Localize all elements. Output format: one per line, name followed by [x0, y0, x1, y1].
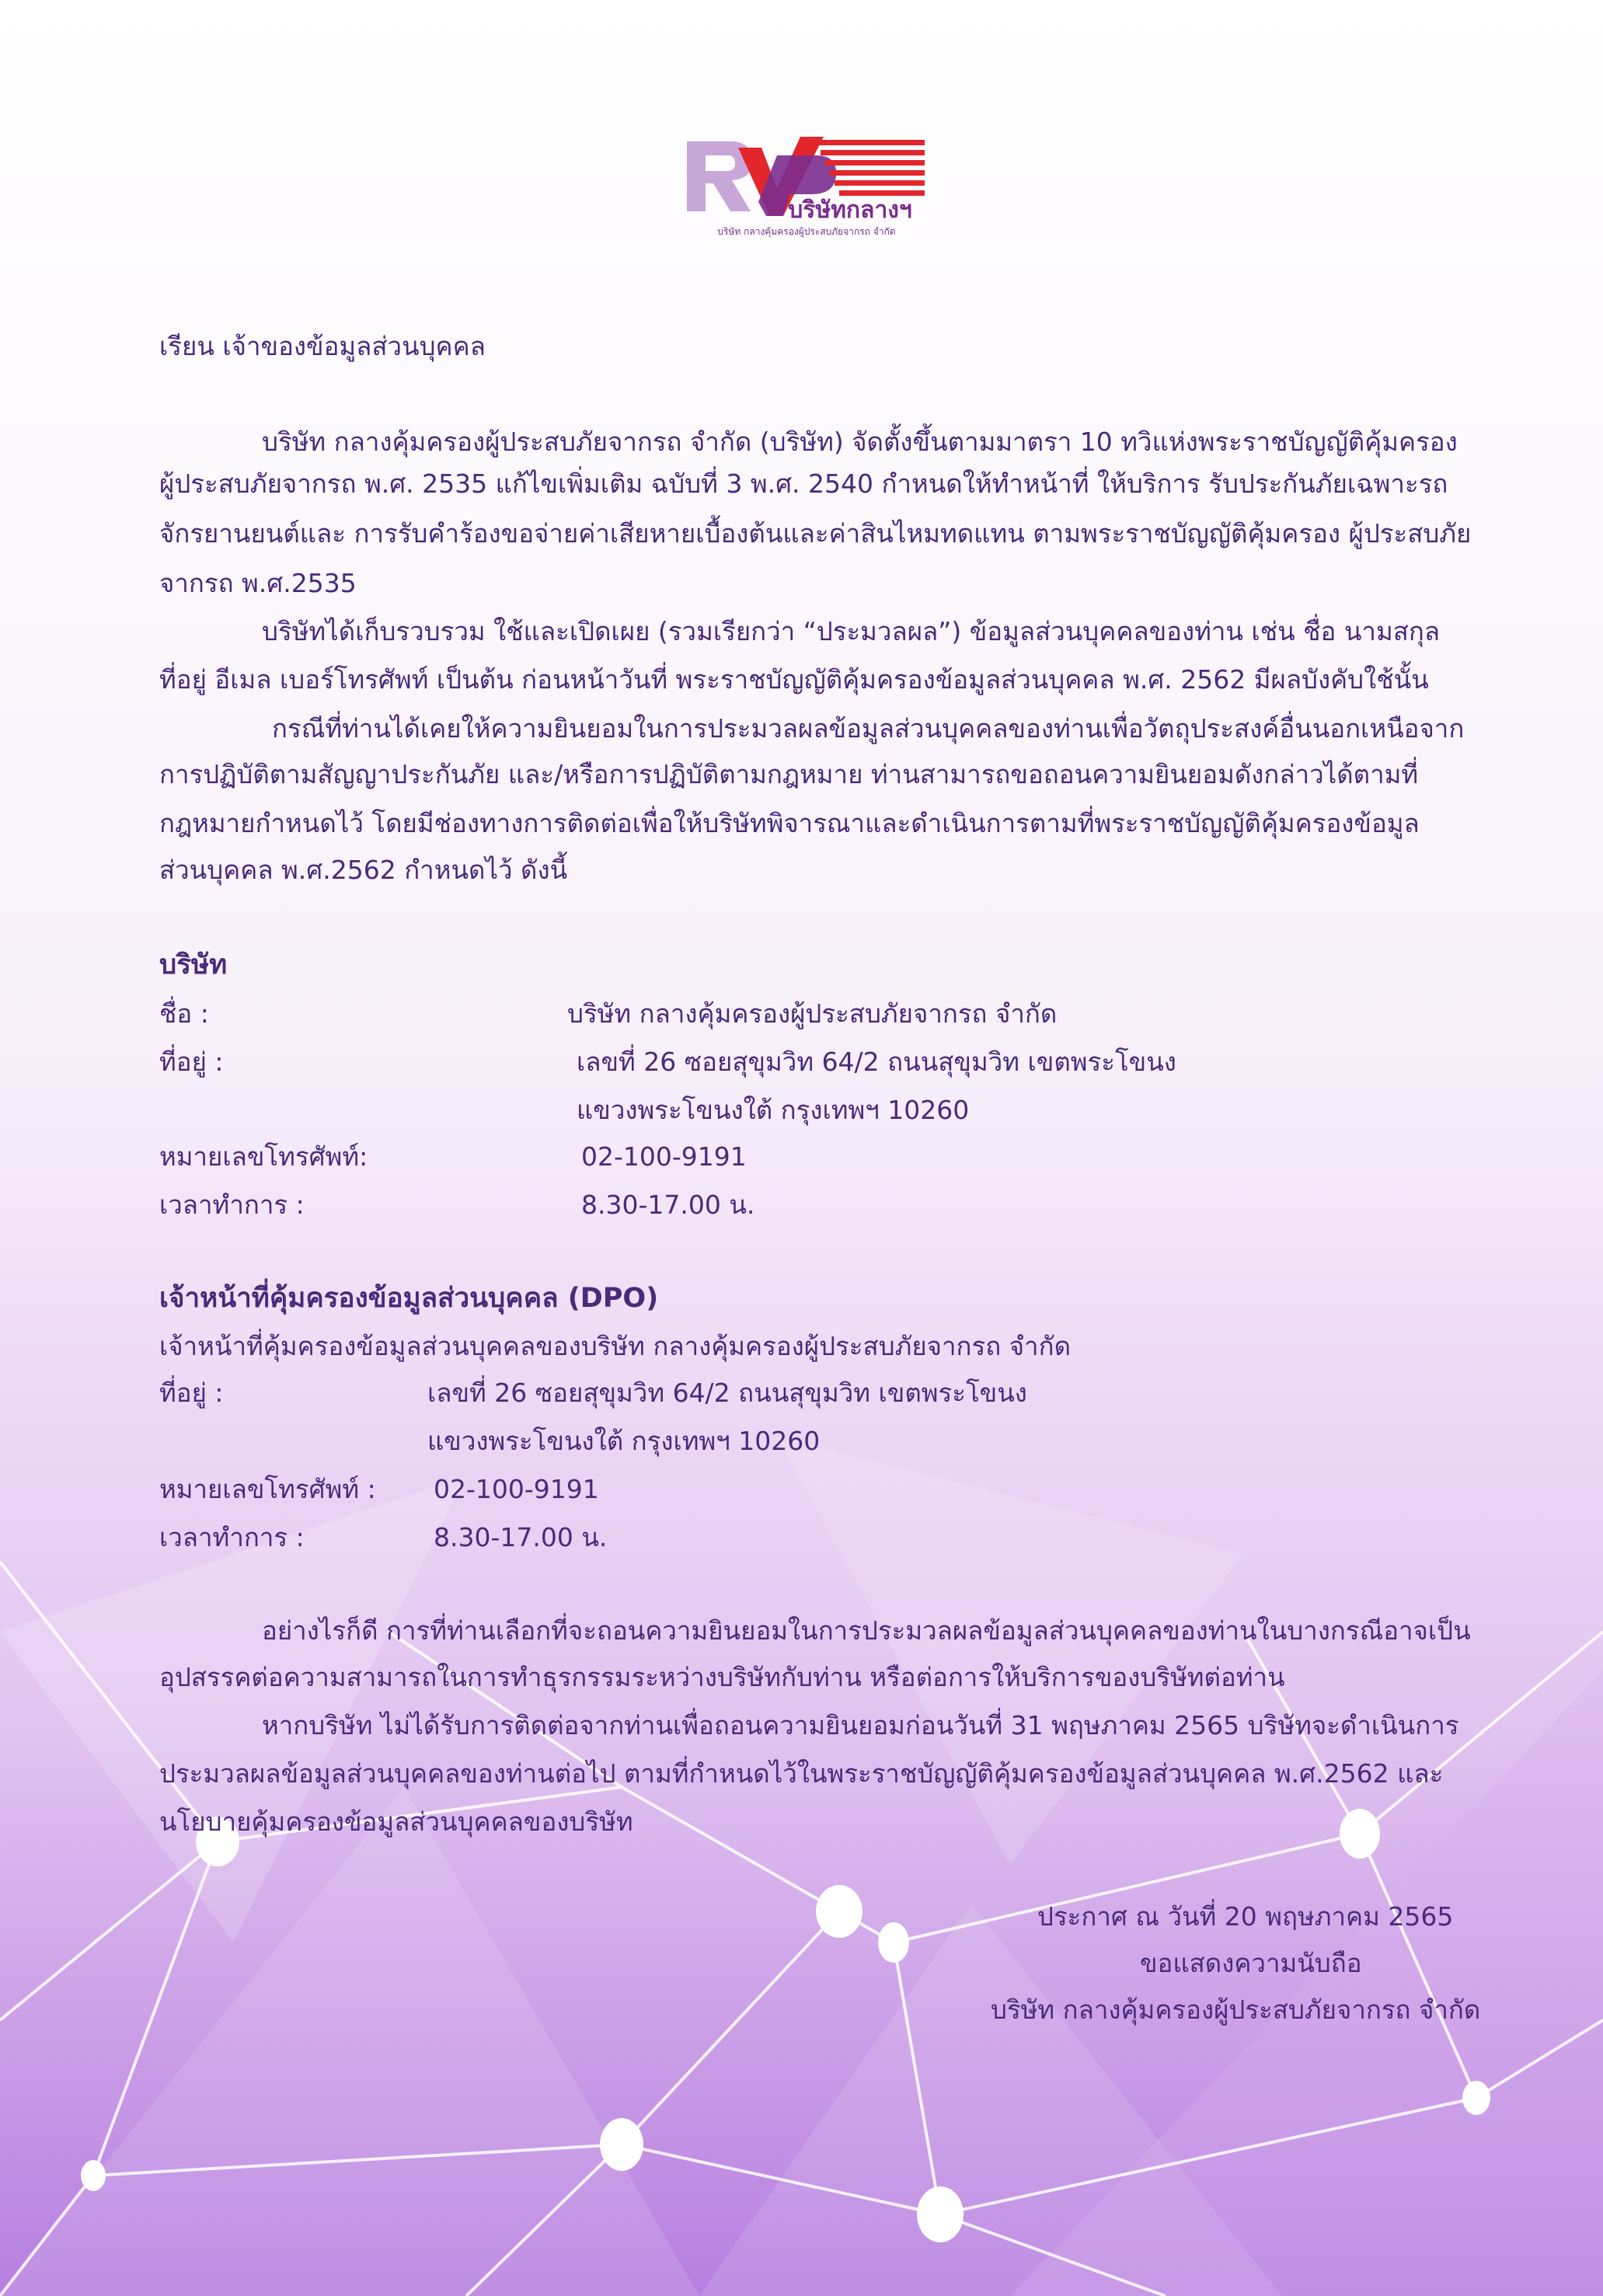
company-address-label: ที่อยู่ :: [159, 1047, 224, 1077]
closing-p2-line3: นโยบายคุ้มครองข้อมูลส่วนบุคคลของบริษัท: [159, 1806, 633, 1837]
company-name-value: บริษัท กลางคุ้มครองผู้ประสบภัยจากรถ จำกัด: [567, 998, 1058, 1029]
dpo-address-line2: แขวงพระโขนงใต้ กรุงเทพฯ 10260: [427, 1426, 821, 1456]
closing-p1-line2: อุปสรรคต่อความสามารถในการทำธุรกรรมระหว่างบริษัทกับท่าน หรือต่อการให้บริการของบริษัทต่อท่าน: [159, 1662, 1285, 1692]
company-heading: บริษัท: [159, 949, 228, 981]
company-logo: [684, 124, 932, 241]
dpo-phone-value: 02-100-9191: [434, 1474, 599, 1504]
intro-p1-line3: จักรยานยนต์และ การรับคำร้องขอจ่ายค่าเสียหายเบื้องต้นและค่าสินไหมทดแทน ตามพระราชบัญญัติคุ้มครอง ผู้ประสบภัย: [159, 518, 1472, 549]
logo-brand-text: บริษัทกลางฯ: [788, 197, 912, 224]
intro-p2-line1: บริษัทได้เก็บรวบรวม ใช้และเปิดเผย (รวมเรียกว่า “ประมวลผล”) ข้อมูลส่วนบุคคลของท่าน เช่น ชื่อ นามสกุล: [262, 616, 1441, 646]
dpo-address-label: ที่อยู่ :: [159, 1378, 224, 1408]
dpo-phone-label: หมายเลขโทรศัพท์ :: [159, 1474, 376, 1504]
salutation: เรียน เจ้าของข้อมูลส่วนบุคคล: [159, 331, 486, 361]
dpo-address-line1: เลขที่ 26 ซอยสุขุมวิท 64/2 ถนนสุขุมวิท เขตพระโขนง: [427, 1378, 1027, 1408]
signature-date: ประกาศ ณ วันที่ 20 พฤษภาคม 2565: [1037, 1901, 1454, 1932]
company-name-label: ชื่อ :: [159, 998, 209, 1029]
company-address-line2: แขวงพระโขนงใต้ กรุงเทพฯ 10260: [577, 1095, 970, 1125]
company-address-line1: เลขที่ 26 ซอยสุขุมวิท 64/2 ถนนสุขุมวิท เขตพระโขนง: [577, 1047, 1176, 1077]
signature-regards: ขอแสดงความนับถือ: [1140, 1948, 1362, 1978]
closing-p1-line1: อย่างไรก็ดี การที่ท่านเลือกที่จะถอนความยินยอมในการประมวลผลข้อมูลส่วนบุคคลของท่านในบางกรณีอาจเป็น: [262, 1615, 1471, 1646]
company-hours-label: เวลาทำการ :: [159, 1190, 305, 1220]
company-phone-label: หมายเลขโทรศัพท์:: [159, 1141, 368, 1172]
intro-p3-line4: ส่วนบุคคล พ.ศ.2562 กำหนดไว้ ดังนี้: [159, 855, 568, 885]
dpo-name-line: เจ้าหน้าที่คุ้มครองข้อมูลส่วนบุคคลของบริษัท กลางคุ้มครองผู้ประสบภัยจากรถ จำกัด: [159, 1331, 1071, 1361]
closing-p2-line2: ประมวลผลข้อมูลส่วนบุคคลของท่านต่อไป ตามที่กำหนดไว้ในพระราชบัญญัติคุ้มครองข้อมูลส่วนบุคคล พ.ศ.2562 และ: [159, 1758, 1444, 1789]
intro-p3-line1: กรณีที่ท่านได้เคยให้ความยินยอมในการประมวลผลข้อมูลส่วนบุคคลของท่านเพื่อวัตถุประสงค์อื่นนอกเหนือจาก: [272, 713, 1465, 744]
dpo-heading: เจ้าหน้าที่คุ้มครองข้อมูลส่วนบุคคล (DPO): [159, 1283, 659, 1314]
dpo-hours-value: 8.30-17.00 น.: [434, 1522, 608, 1552]
intro-p2-line2: ที่อยู่ อีเมล เบอร์โทรศัพท์ เป็นต้น ก่อนหน้าวันที่ พระราชบัญญัติคุ้มครองข้อมูลส่วนบุคคล พ.ศ. 2562 มีผลบังคับใช้นั้น: [159, 664, 1429, 695]
intro-p1-line2: ผู้ประสบภัยจากรถ พ.ศ. 2535 แก้ไขเพิ่มเติม ฉบับที่ 3 พ.ศ. 2540 กำหนดให้ทำหน้าที่ ให้บริการ รับประกันภัยเฉพาะรถ: [159, 469, 1448, 499]
intro-p3-line2: การปฏิบัติตามสัญญาประกันภัย และ/หรือการปฏิบัติตามกฎหมาย ท่านสามารถขอถอนความยินยอมดังกล่าวได้ตามที่: [159, 759, 1419, 789]
intro-p1-line4: จากรถ พ.ศ.2535: [159, 568, 357, 598]
rvp-logo-icon: [684, 124, 932, 241]
intro-p1-line1: บริษัท กลางคุ้มครองผู้ประสบภัยจากรถ จำกัด (บริษัท) จัดตั้งขึ้นตามมาตรา 10 ทวิแห่งพระราชบัญญัติคุ้มครอง: [262, 427, 1458, 457]
closing-p2-line1: หากบริษัท ไม่ได้รับการติดต่อจากท่านเพื่อถอนความยินยอมก่อนวันที่ 31 พฤษภาคม 2565 บริษัทจะดำเนินการ: [262, 1710, 1459, 1740]
logo-subtitle-text: บริษัท กลางคุ้มครองผู้ประสบภัยจากรถ จำกัด: [717, 226, 896, 237]
intro-p3-line3: กฎหมายกำหนดไว้ โดยมีช่องทางการติดต่อเพื่อให้บริษัทพิจารณาและดำเนินการตามที่พระราชบัญญัติคุ้มครองข้อมูล: [159, 808, 1420, 838]
company-hours-value: 8.30-17.00 น.: [581, 1190, 755, 1220]
signature-company: บริษัท กลางคุ้มครองผู้ประสบภัยจากรถ จำกัด: [991, 1995, 1481, 2025]
dpo-hours-label: เวลาทำการ :: [159, 1522, 305, 1552]
company-phone-value: 02-100-9191: [581, 1141, 747, 1172]
